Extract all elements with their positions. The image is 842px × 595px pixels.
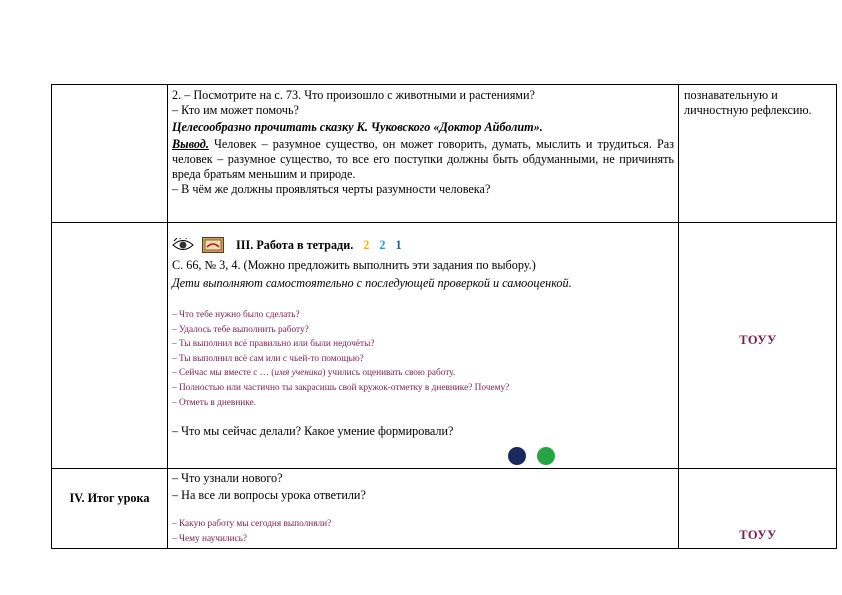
row1-line: – Кто им может помочь? bbox=[172, 103, 299, 117]
level-number: 1 bbox=[395, 237, 402, 252]
row3-line: – На все ли вопросы урока ответили? bbox=[172, 488, 366, 502]
self-check-item: – Ты выполнил всё сам или с чьей-то помощью? bbox=[172, 353, 364, 364]
row3-title: IV. Итог урока bbox=[69, 491, 150, 505]
column-divider bbox=[678, 85, 679, 548]
column-divider bbox=[167, 85, 168, 548]
notebook-icon bbox=[202, 237, 224, 253]
row-divider bbox=[52, 468, 836, 469]
level-number: 2 bbox=[363, 237, 370, 252]
row2-heading: III. Работа в тетради. bbox=[236, 237, 354, 252]
row2-final-question: – Что мы сейчас делали? Какое умение формировали? bbox=[172, 424, 454, 439]
row1-content bbox=[172, 88, 674, 197]
row2-right-text: ТОУУ bbox=[739, 333, 777, 347]
row-divider bbox=[52, 222, 836, 223]
row1-right-text: познавательную и личностную рефлексию. bbox=[684, 88, 812, 117]
conclusion-text: Человек – разумное существо, он может говорить, думать, мыслить и трудиться. Раз человек – разумное существо, то все его поступки должны быть обдуманными, не причинять вреда братьям меньшим и природе. bbox=[172, 137, 674, 181]
rating-circles bbox=[507, 445, 559, 472]
self-check-list bbox=[172, 308, 674, 410]
row3-line: – Что узнали нового? bbox=[172, 471, 283, 485]
self-check-item: – Ты выполнил всё правильно или были недочёты? bbox=[172, 339, 375, 350]
self-check-item: – Полностью или частично ты закрасишь свой кружок-отметку в дневнике? Почему? bbox=[172, 382, 510, 393]
row2-note: Дети выполняют самостоятельно с последующей проверкой и самооценкой. bbox=[172, 276, 572, 290]
conclusion-label: Вывод. bbox=[172, 137, 209, 151]
self-check-item: – Удалось тебе выполнить работу? bbox=[172, 324, 309, 335]
self-check-post: ) учились оценивать свою работу. bbox=[322, 368, 456, 379]
row3-right bbox=[679, 526, 837, 544]
row1-right bbox=[684, 88, 834, 118]
row3-content bbox=[172, 471, 674, 546]
self-check-item: – Отметь в дневнике. bbox=[172, 397, 257, 408]
row3-small-line: – Какую работу мы сегодня выполняли? bbox=[172, 519, 332, 529]
rating-circle-green bbox=[537, 447, 555, 465]
row1-line: 2. – Посмотрите на с. 73. Что произошло с животными и растениями? bbox=[172, 88, 535, 102]
row3-left bbox=[52, 489, 167, 507]
row2-task: С. 66, № 3, 4. (Можно предложить выполнить эти задания по выбору.) bbox=[172, 258, 536, 272]
lesson-table bbox=[51, 84, 837, 549]
self-check-item bbox=[172, 366, 674, 381]
row3-right-text: ТОУУ bbox=[739, 528, 777, 542]
level-number: 2 bbox=[379, 237, 386, 252]
row2-heading-line bbox=[172, 235, 674, 255]
row1-question: – В чём же должны проявляться черты разумности человека? bbox=[172, 182, 491, 196]
row1-advice: Целесообразно прочитать сказку К. Чуковского «Доктор Айболит». bbox=[172, 120, 543, 134]
self-check-name: имя ученика bbox=[274, 368, 323, 379]
row2-content bbox=[172, 235, 674, 439]
row1-conclusion bbox=[172, 137, 674, 182]
self-check-pre: – Сейчас мы вместе с … ( bbox=[172, 368, 275, 379]
row2-right bbox=[679, 331, 837, 349]
eye-icon bbox=[172, 238, 194, 252]
rating-circle-dark bbox=[508, 447, 526, 465]
self-check-item: – Что тебе нужно было сделать? bbox=[172, 310, 300, 320]
row3-small-line: – Чему научились? bbox=[172, 533, 248, 544]
